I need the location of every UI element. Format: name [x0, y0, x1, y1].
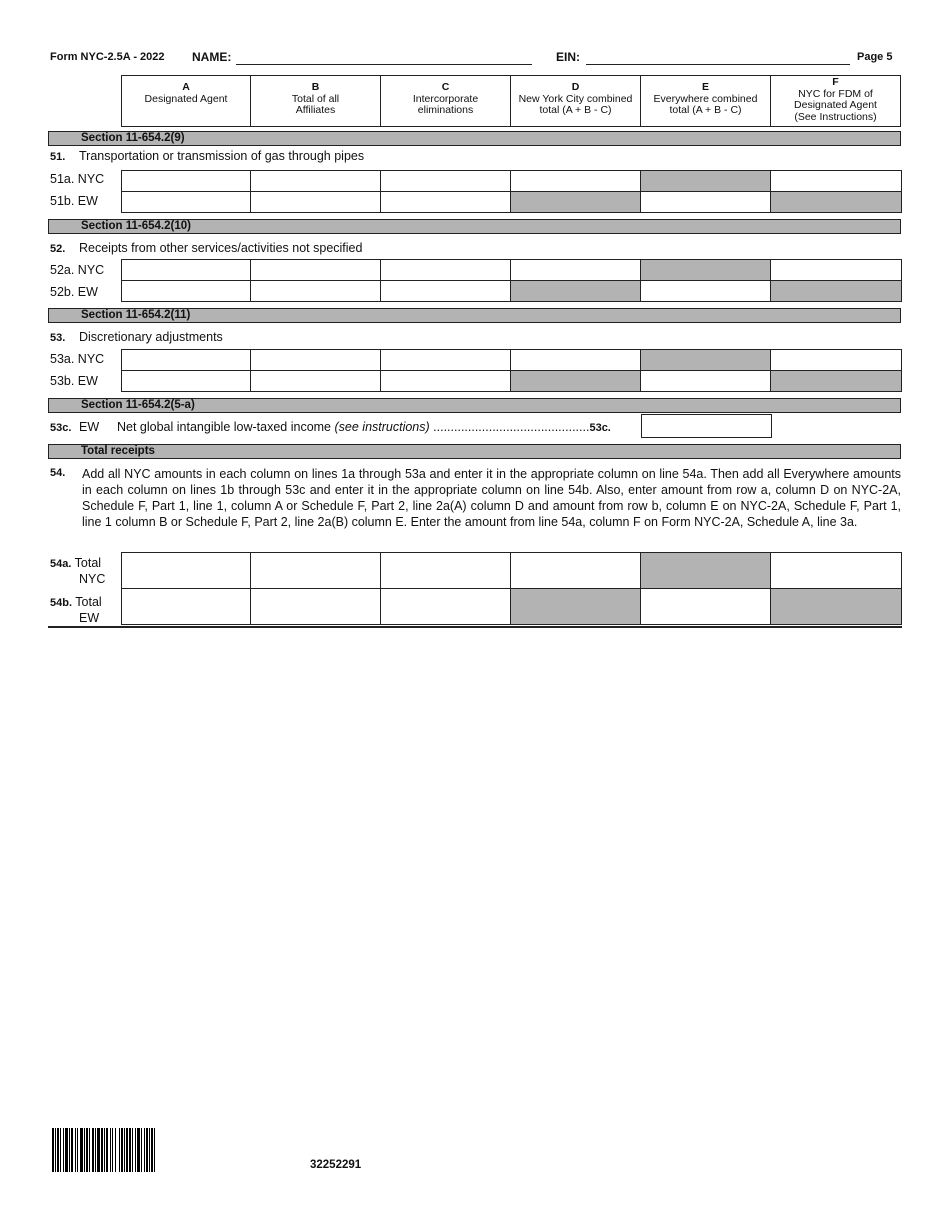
column-letter: D: [571, 81, 580, 93]
line-54-instructions: Add all NYC amounts in each column on lines 1a through 53a and enter it in the appropriate column on line 54a. Then add all Everywhere amounts in each column on lines 1b through 53c and enter it in the appropriate column on line 54b. Also, enter amount from row a, column D on NYC-2A, Schedule F, Part 1, line 1, column A or Schedule F, Part 2, line 2a(A) column D and amount from row b, column E on NYC-2A, Schedule F, Part 1, line 1 column B or Schedule F, Part 2, line 2a(B) column E. Enter the amount from line 54a, column F on Form NYC-2A, Schedule A, line 3a.: [82, 467, 901, 529]
column-header-a: [121, 75, 251, 127]
line-italic: (see instructions): [334, 420, 430, 434]
line-text: Discretionary adjustments: [79, 330, 223, 344]
section-header: Section 11-654.2(9): [48, 131, 901, 146]
section-header: Section 11-654.2(11): [48, 308, 901, 323]
line-text: Total: [75, 595, 102, 609]
line-52a-col-c-input[interactable]: [380, 259, 511, 281]
line-53c-input[interactable]: [641, 414, 772, 438]
line-ew: EW: [79, 420, 100, 434]
column-header-c: [380, 75, 511, 127]
line-54b-col-e-input[interactable]: [640, 588, 771, 625]
line-52b-col-a-input[interactable]: [121, 280, 252, 302]
line-54a-col-f-input[interactable]: [770, 552, 902, 589]
column-header-e: [640, 75, 771, 127]
line-53a-label: 53a. NYC: [50, 352, 105, 366]
line-54b-col-f-shaded: [770, 588, 902, 625]
line-52a-col-b-input[interactable]: [250, 259, 381, 281]
column-header-b: [250, 75, 381, 127]
column-header-d: [510, 75, 641, 127]
line-53b-col-b-input[interactable]: [250, 370, 381, 392]
line-54a-col-b-input[interactable]: [250, 552, 381, 589]
line-52a-col-d-input[interactable]: [510, 259, 641, 281]
line-text: Net global intangible low-taxed income: [117, 420, 332, 434]
line-51b-col-e-input[interactable]: [640, 191, 771, 213]
line-52b-col-c-input[interactable]: [380, 280, 511, 302]
line-52a-col-f-input[interactable]: [770, 259, 902, 281]
line-53a-col-c-input[interactable]: [380, 349, 511, 371]
column-letter: F: [832, 76, 839, 88]
line-53a-col-d-input[interactable]: [510, 349, 641, 371]
line-51b-col-d-shaded: [510, 191, 641, 213]
line-text: Total: [74, 556, 102, 570]
line-text: EW: [79, 611, 100, 625]
column-text: Designated Agent: [144, 92, 228, 105]
column-text: Intercorporate eliminations: [412, 92, 479, 116]
line-54b-col-a-input[interactable]: [121, 588, 252, 625]
line-53-description: [50, 330, 223, 344]
line-51a-col-a-input[interactable]: [121, 170, 252, 192]
line-53b-col-e-input[interactable]: [640, 370, 771, 392]
line-53b-col-f-shaded: [770, 370, 902, 392]
line-53a-col-e-shaded: [640, 349, 771, 371]
column-text: New York City combined total (A + B - C): [518, 92, 633, 116]
line-number: 51.: [50, 151, 66, 163]
column-letter: E: [701, 81, 709, 93]
line-52b-label: 52b. EW: [50, 285, 98, 299]
line-54a-col-a-input[interactable]: [121, 552, 252, 589]
line-51a-label: 51a. NYC: [50, 172, 105, 186]
table-bottom-rule: [48, 626, 902, 628]
line-number: 52.: [50, 243, 66, 255]
line-51b-col-b-input[interactable]: [250, 191, 381, 213]
line-number: 54b.: [50, 597, 73, 609]
section-header: Section 11-654.2(5-a): [48, 398, 901, 413]
page-number: Page 5: [857, 51, 893, 63]
line-54b-col-c-input[interactable]: [380, 588, 511, 625]
line-53b-label: 53b. EW: [50, 374, 98, 388]
line-51b-col-a-input[interactable]: [121, 191, 252, 213]
line-52b-col-e-input[interactable]: [640, 280, 771, 302]
column-text: NYC for FDM of Designated Agent (See Instructions): [794, 87, 877, 123]
line-53a-col-b-input[interactable]: [250, 349, 381, 371]
name-label: NAME:: [192, 50, 232, 64]
barcode: [52, 1128, 248, 1172]
barcode-bar: [155, 1128, 156, 1172]
line-number: 54a.: [50, 558, 72, 570]
line-53b-col-d-shaded: [510, 370, 641, 392]
line-54a-col-d-input[interactable]: [510, 552, 641, 589]
ein-label: EIN:: [556, 50, 580, 64]
line-52-description: [50, 241, 362, 255]
line-51b-col-f-shaded: [770, 191, 902, 213]
ein-field[interactable]: [586, 52, 850, 65]
line-52a-col-a-input[interactable]: [121, 259, 252, 281]
name-field[interactable]: [236, 52, 532, 65]
line-54b-col-b-input[interactable]: [250, 588, 381, 625]
line-number: 53c.: [50, 422, 72, 434]
line-text: NYC: [79, 572, 106, 586]
line-54a-col-e-shaded: [640, 552, 771, 589]
section-header: Total receipts: [48, 444, 901, 459]
line-53a-col-f-input[interactable]: [770, 349, 902, 371]
line-text: Receipts from other services/activities not specified: [79, 241, 363, 255]
line-52b-col-d-shaded: [510, 280, 641, 302]
line-51b-label: 51b. EW: [50, 194, 98, 208]
section-header: Section 11-654.2(10): [48, 219, 901, 234]
line-number: 53.: [50, 332, 66, 344]
column-letter: B: [311, 81, 320, 93]
line-52b-col-f-shaded: [770, 280, 902, 302]
line-52a-label: 52a. NYC: [50, 263, 105, 277]
line-52b-col-b-input[interactable]: [250, 280, 381, 302]
line-54a-label: [50, 556, 105, 587]
line-52a-col-e-shaded: [640, 259, 771, 281]
leader-dots: .............................................: [429, 420, 590, 434]
line-54b-col-d-shaded: [510, 588, 641, 625]
line-53b-col-c-input[interactable]: [380, 370, 511, 392]
line-51a-col-b-input[interactable]: [250, 170, 381, 192]
line-54b-label: [50, 595, 102, 626]
line-51a-col-d-input[interactable]: [510, 170, 641, 192]
column-letter: A: [182, 81, 190, 93]
line-text: Transportation or transmission of gas through pipes: [79, 149, 365, 163]
line-51a-col-e-shaded: [640, 170, 771, 192]
column-letter: C: [441, 81, 450, 93]
line-51-description: [50, 149, 364, 163]
column-header-f: [770, 75, 901, 127]
line-53b-col-a-input[interactable]: [121, 370, 252, 392]
line-ref: 53c.: [589, 422, 611, 434]
line-51b-col-c-input[interactable]: [380, 191, 511, 213]
line-54a-col-c-input[interactable]: [380, 552, 511, 589]
line-53c-description: [50, 420, 611, 434]
line-51a-col-c-input[interactable]: [380, 170, 511, 192]
line-53a-col-a-input[interactable]: [121, 349, 252, 371]
column-text: Everywhere combined total (A + B - C): [653, 92, 758, 116]
line-51a-col-f-input[interactable]: [770, 170, 902, 192]
form-id: Form NYC-2.5A - 2022: [50, 51, 165, 63]
barcode-number: 32252291: [310, 1159, 362, 1171]
line-number: 54.: [50, 467, 66, 479]
column-text: Total of all Affiliates: [291, 92, 340, 116]
